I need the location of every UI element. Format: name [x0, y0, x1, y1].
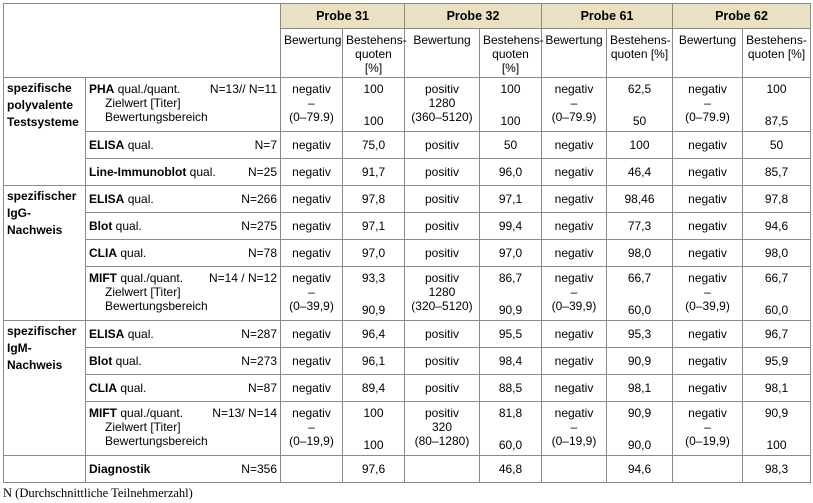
target-value: – [704, 285, 711, 299]
participant-count: N=25 [247, 165, 277, 179]
test-method: qual. [115, 354, 142, 368]
pass-rate: 100 [363, 82, 384, 96]
participant-count: N=7 [254, 138, 277, 152]
participant-count: N=87 [247, 381, 277, 395]
test-name: MIFT [89, 271, 117, 285]
evaluation-cell [405, 402, 480, 456]
pass-rate-cell: 85,7 [743, 159, 811, 186]
evaluation: negativ [292, 271, 331, 285]
pass-rate-cell [743, 402, 811, 456]
test-name-cell [86, 240, 281, 267]
evaluation-cell: negativ [542, 159, 607, 186]
test-method: qual. [115, 219, 142, 233]
evaluation-cell [542, 78, 607, 132]
pass-rate: 86,7 [498, 271, 523, 285]
col-bewertung: Bewertung [542, 29, 607, 78]
header-row [4, 4, 811, 29]
table-row [4, 402, 811, 456]
pass-rate-range: 100 [766, 438, 787, 452]
evaluation-cell: negativ [673, 213, 743, 240]
participant-count: N=275 [241, 219, 277, 233]
participant-count: N=78 [247, 246, 277, 260]
pass-rate: 90,9 [627, 406, 652, 420]
results-table [3, 3, 811, 483]
test-name-cell [86, 186, 281, 213]
pass-rate-cell: 94,6 [607, 456, 673, 483]
test-method: qual. [120, 381, 147, 395]
participant-count: N=266 [241, 192, 277, 206]
pass-rate-cell: 95,3 [607, 321, 673, 348]
pass-rate-cell: 97,8 [343, 186, 405, 213]
pass-rate-cell: 98,1 [743, 375, 811, 402]
pass-rate-cell: 75,0 [343, 132, 405, 159]
participant-count: N=14 / N=12 [208, 271, 277, 285]
evaluation-cell: negativ [673, 321, 743, 348]
evaluation-range: (360–5120) [411, 110, 473, 124]
table-row [4, 456, 811, 483]
evaluation-cell: positiv [405, 348, 480, 375]
test-name: PHA [89, 82, 115, 96]
evaluation: negativ [554, 406, 594, 420]
evaluation-cell [542, 267, 607, 321]
test-name-cell [86, 456, 281, 483]
table-row [4, 159, 811, 186]
pass-rate-range: 60,0 [498, 438, 523, 452]
evaluation-cell [673, 267, 743, 321]
participant-count: N=13/ N=14 [212, 406, 277, 420]
pass-rate-range: 90,9 [498, 303, 523, 317]
pass-rate-cell: 90,9 [607, 348, 673, 375]
test-name: MIFT [89, 406, 117, 420]
pass-rate-cell: 50 [743, 132, 811, 159]
evaluation-cell: negativ [673, 348, 743, 375]
pass-rate-cell: 96,7 [743, 321, 811, 348]
evaluation-cell [542, 402, 607, 456]
evaluation-range: (0–19,9) [289, 434, 334, 448]
pass-rate-cell: 96,1 [343, 348, 405, 375]
pass-rate-cell [607, 402, 673, 456]
group-label: spezifische polyvalente Testsysteme [4, 78, 86, 186]
evaluation-range-label: Bewertungsbereich [105, 110, 208, 124]
pass-rate-cell [343, 402, 405, 456]
group-label: spezifischer IgG-Nachweis [4, 186, 86, 321]
group-label-empty [4, 456, 86, 483]
pass-rate-range: 60,0 [764, 303, 789, 317]
evaluation-cell [405, 456, 480, 483]
col-quoten: Bestehens- quoten [%] [480, 29, 542, 78]
evaluation-cell: negativ [281, 186, 343, 213]
evaluation-cell: negativ [542, 321, 607, 348]
pass-rate: 66,7 [627, 271, 652, 285]
evaluation-range: (80–1280) [414, 434, 470, 448]
pass-rate-cell: 77,3 [607, 213, 673, 240]
table-row [4, 240, 811, 267]
target-value: – [570, 420, 578, 434]
evaluation-cell: negativ [542, 186, 607, 213]
footnote: N (Durchschnittliche Teilnehmerzahl) [3, 486, 193, 500]
evaluation-cell [281, 78, 343, 132]
sample-header-32: Probe 32 [405, 4, 542, 29]
pass-rate-cell: 100 [607, 132, 673, 159]
pass-rate-range: 90,9 [361, 303, 386, 317]
evaluation-cell: negativ [542, 375, 607, 402]
pass-rate: 93,3 [361, 271, 386, 285]
evaluation-range: (0–79.9) [289, 110, 334, 124]
test-method: qual. [127, 138, 154, 152]
evaluation-cell: negativ [542, 132, 607, 159]
target-value: 320 [431, 420, 453, 434]
evaluation: negativ [292, 406, 331, 420]
evaluation-cell: negativ [281, 348, 343, 375]
test-name-cell [86, 348, 281, 375]
evaluation-cell [281, 267, 343, 321]
evaluation: negativ [688, 271, 727, 285]
pass-rate-cell: 46,8 [480, 456, 542, 483]
evaluation-cell [281, 456, 343, 483]
pass-rate-cell: 96,4 [343, 321, 405, 348]
test-method: qual. [127, 192, 154, 206]
target-value-label: Zielwert [Titer] [105, 285, 181, 299]
pass-rate-range: 90,0 [627, 438, 652, 452]
participant-count: N=13// N=11 [209, 82, 277, 96]
pass-rate: 62,5 [627, 82, 652, 96]
pass-rate-cell: 97,0 [480, 240, 542, 267]
target-value-label: Zielwert [Titer] [105, 420, 181, 434]
test-name: CLIA [89, 381, 117, 395]
pass-rate-cell [743, 267, 811, 321]
pass-rate-cell: 97,1 [480, 186, 542, 213]
test-name-cell [86, 402, 281, 456]
pass-rate-range: 100 [363, 114, 384, 128]
evaluation-range: (0–39,9) [289, 299, 334, 313]
col-bewertung: Bewertung [281, 29, 343, 78]
pass-rate-cell: 46,4 [607, 159, 673, 186]
test-name-cell [86, 159, 281, 186]
pass-rate-cell: 99,4 [480, 213, 542, 240]
evaluation-cell: positiv [405, 240, 480, 267]
test-name: ELISA [89, 327, 125, 341]
table-row [4, 348, 811, 375]
test-method: qual. [127, 327, 154, 341]
pass-rate-cell: 95,5 [480, 321, 542, 348]
target-value: 1280 [428, 96, 456, 110]
pass-rate-cell: 97,8 [743, 186, 811, 213]
col-quoten: Bestehens- quoten [%] [743, 29, 811, 78]
pass-rate: 90,9 [764, 406, 789, 420]
evaluation-cell: negativ [281, 321, 343, 348]
group-label: spezifischer IgM-Nachweis [4, 321, 86, 456]
evaluation-cell: negativ [281, 159, 343, 186]
evaluation-cell: negativ [281, 132, 343, 159]
evaluation-cell: negativ [673, 186, 743, 213]
pass-rate-cell [343, 78, 405, 132]
evaluation-cell: positiv [405, 375, 480, 402]
target-value: – [308, 96, 315, 110]
pass-rate-cell: 98,0 [743, 240, 811, 267]
pass-rate-cell [343, 267, 405, 321]
table-row [4, 375, 811, 402]
participant-count: N=287 [241, 327, 277, 341]
evaluation-cell: negativ [281, 213, 343, 240]
participant-count: N=356 [241, 462, 277, 476]
table-row [4, 186, 811, 213]
pass-rate-cell: 91,7 [343, 159, 405, 186]
test-name-cell [86, 375, 281, 402]
target-value: – [570, 96, 578, 110]
test-method: qual. [120, 246, 147, 260]
test-name: Diagnostik [89, 462, 151, 476]
pass-rate: 100 [500, 82, 521, 96]
evaluation-range: (0–79.9) [685, 110, 730, 124]
evaluation-cell [405, 78, 480, 132]
table-row [4, 132, 811, 159]
evaluation-cell [673, 78, 743, 132]
pass-rate: 66,7 [764, 271, 789, 285]
evaluation-cell: positiv [405, 132, 480, 159]
evaluation-range-label: Bewertungsbereich [105, 434, 208, 448]
evaluation-cell: positiv [405, 186, 480, 213]
test-name: Blot [89, 354, 113, 368]
pass-rate-cell [607, 267, 673, 321]
evaluation-cell [673, 456, 743, 483]
pass-rate-cell: 94,6 [743, 213, 811, 240]
test-method: qual./quant. [120, 406, 184, 420]
participant-count: N=273 [241, 354, 277, 368]
evaluation-cell: negativ [542, 348, 607, 375]
evaluation-cell: negativ [673, 375, 743, 402]
pass-rate-cell [480, 402, 542, 456]
evaluation-cell: negativ [281, 240, 343, 267]
table-row [4, 321, 811, 348]
test-name: Line-Immunoblot [89, 165, 187, 179]
pass-rate-cell: 98,1 [607, 375, 673, 402]
pass-rate-cell: 89,4 [343, 375, 405, 402]
table-row [4, 267, 811, 321]
pass-rate-cell: 50 [480, 132, 542, 159]
test-method: qual./quant. [117, 82, 181, 96]
pass-rate-cell: 97,6 [343, 456, 405, 483]
pass-rate-range: 100 [500, 114, 521, 128]
test-name-cell [86, 267, 281, 321]
evaluation-range: (320–5120) [411, 299, 473, 313]
evaluation-cell [673, 402, 743, 456]
sample-header-61: Probe 61 [542, 4, 673, 29]
test-name-cell [86, 78, 281, 132]
test-method: qual./quant. [120, 271, 184, 285]
pass-rate: 81,8 [498, 406, 523, 420]
pass-rate-cell: 97,0 [343, 240, 405, 267]
evaluation-cell: negativ [281, 375, 343, 402]
test-name-cell [86, 132, 281, 159]
pass-rate-cell: 95,9 [743, 348, 811, 375]
evaluation: positiv [424, 82, 459, 96]
evaluation: positiv [424, 406, 459, 420]
evaluation-cell: negativ [673, 240, 743, 267]
col-bewertung: Bewertung [405, 29, 480, 78]
col-bewertung: Bewertung [673, 29, 743, 78]
test-name: ELISA [89, 192, 125, 206]
evaluation: negativ [688, 406, 727, 420]
pass-rate: 100 [766, 82, 787, 96]
target-value: – [570, 285, 578, 299]
col-quoten: Bestehens- quoten [%] [343, 29, 405, 78]
evaluation: negativ [292, 82, 331, 96]
pass-rate-cell: 98,46 [607, 186, 673, 213]
pass-rate: 100 [363, 406, 384, 420]
test-name-cell [86, 321, 281, 348]
evaluation-cell [542, 456, 607, 483]
pass-rate-cell: 88,5 [480, 375, 542, 402]
evaluation-range: (0–19,9) [685, 434, 730, 448]
target-value: – [704, 96, 711, 110]
evaluation-cell: positiv [405, 159, 480, 186]
test-method: qual. [189, 165, 216, 179]
evaluation-range-label: Bewertungsbereich [105, 299, 208, 313]
pass-rate-cell: 98,0 [607, 240, 673, 267]
header-corner [4, 4, 281, 78]
pass-rate-cell [743, 78, 811, 132]
target-value-label: Zielwert [Titer] [105, 96, 181, 110]
test-name: Blot [89, 219, 113, 233]
table-row [4, 78, 811, 132]
col-quoten: Bestehens- quoten [%] [607, 29, 673, 78]
pass-rate-range: 87,5 [764, 114, 789, 128]
evaluation-range: (0–39,9) [551, 299, 597, 313]
evaluation-cell: positiv [405, 213, 480, 240]
evaluation-cell [281, 402, 343, 456]
pass-rate-cell: 98,3 [743, 456, 811, 483]
evaluation: negativ [554, 271, 594, 285]
target-value: 1280 [428, 285, 456, 299]
test-name: ELISA [89, 138, 125, 152]
pass-rate-cell: 96,0 [480, 159, 542, 186]
evaluation: negativ [554, 82, 594, 96]
target-value: – [308, 285, 315, 299]
test-name-cell [86, 213, 281, 240]
evaluation-range: (0–79.9) [551, 110, 597, 124]
evaluation-cell: negativ [542, 240, 607, 267]
evaluation-cell: positiv [405, 321, 480, 348]
pass-rate-cell: 97,1 [343, 213, 405, 240]
pass-rate-range: 50 [632, 114, 647, 128]
evaluation-range: (0–19,9) [551, 434, 597, 448]
target-value: – [704, 420, 711, 434]
test-name: CLIA [89, 246, 117, 260]
evaluation-range: (0–39,9) [685, 299, 730, 313]
target-value: – [308, 420, 315, 434]
evaluation: negativ [688, 82, 727, 96]
evaluation-cell: negativ [542, 213, 607, 240]
pass-rate-cell: 98,4 [480, 348, 542, 375]
sample-header-31: Probe 31 [281, 4, 405, 29]
pass-rate-cell [607, 78, 673, 132]
evaluation-cell [405, 267, 480, 321]
sample-header-62: Probe 62 [673, 4, 811, 29]
evaluation-cell: negativ [673, 132, 743, 159]
pass-rate-range: 100 [363, 438, 384, 452]
pass-rate-cell [480, 267, 542, 321]
pass-rate-range: 60,0 [627, 303, 652, 317]
evaluation: positiv [424, 271, 459, 285]
table-row [4, 213, 811, 240]
pass-rate-cell [480, 78, 542, 132]
evaluation-cell: negativ [673, 159, 743, 186]
